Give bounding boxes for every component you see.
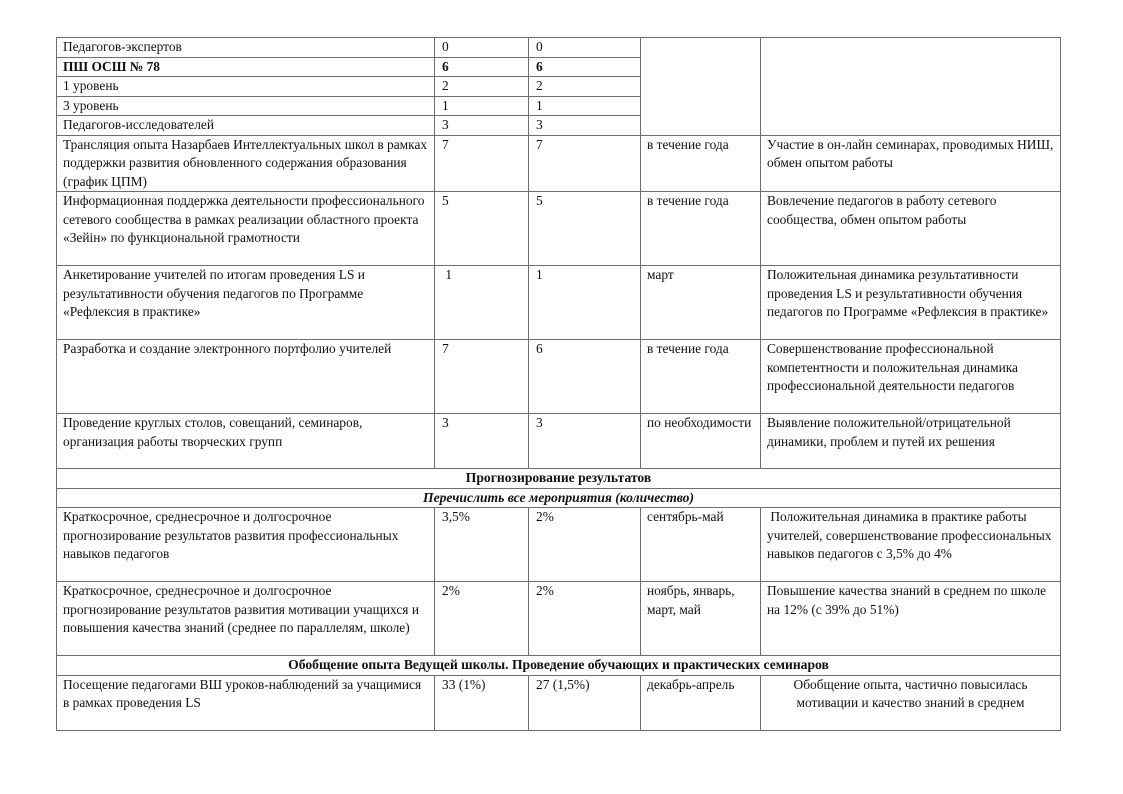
planned-value: 33 (1%) [435,675,529,730]
section-title: Прогнозирование результатов [57,469,1061,489]
table-row [57,414,1061,469]
result-cell: Выявление положительной/отрицательной динамики, проблем и путей их решения [761,414,1061,469]
period-cell: по необходимости [641,414,761,469]
table-row [57,508,1061,582]
period-cell: в течение года [641,135,761,192]
table-row [57,340,1061,414]
result-cell: Положительная динамика в практике работы учителей, совершенствование профессиональных навыков педагогов с 3,5% до 4% [761,508,1061,582]
period-cell: ноябрь, январь, март, май [641,582,761,656]
activity-cell: Разработка и создание электронного портфолио учителей [57,340,435,414]
row-label: 3 уровень [57,96,435,116]
actual-value: 1 [529,96,641,116]
actual-value: 2 [529,77,641,97]
actual-value: 5 [529,192,641,266]
row-label: Педагогов-исследователей [57,116,435,136]
actual-value: 27 (1,5%) [529,675,641,730]
table-row [57,582,1061,656]
section-subheader-row [57,488,1061,508]
planned-value: 2% [435,582,529,656]
result-cell: Обобщение опыта, частично повысилась мотивации и качество знаний в среднем [761,675,1061,730]
planned-value: 2 [435,77,529,97]
planned-value: 1 [435,266,529,340]
planned-value: 3,5% [435,508,529,582]
result-cell: Вовлечение педагогов в работу сетевого сообщества, обмен опытом работы [761,192,1061,266]
section-subtitle: Перечислить все мероприятия (количество) [57,488,1061,508]
actual-value: 3 [529,414,641,469]
section-header-row [57,469,1061,489]
result-cell: Совершенствование профессиональной компетентности и положительная динамика профессиональной деятельности педагогов [761,340,1061,414]
activity-plan-table [56,37,1061,731]
table-row [57,192,1061,266]
period-cell: март [641,266,761,340]
activity-cell: Краткосрочное, среднесрочное и долгосрочное прогнозирование результатов развития мотивации учащихся и повышения качества знаний (среднее по параллелям, школе) [57,582,435,656]
table-row [57,135,1061,192]
planned-value: 6 [435,57,529,77]
activity-cell: Информационная поддержка деятельности профессионального сетевого сообщества в рамках реализации областного проекта «Зейін» по функциональной грамотности [57,192,435,266]
row-label: Педагогов-экспертов [57,38,435,58]
planned-value: 1 [435,96,529,116]
planned-value: 5 [435,192,529,266]
actual-value: 0 [529,38,641,58]
actual-value: 2% [529,508,641,582]
activity-cell: Посещение педагогами ВШ уроков-наблюдений за учащимися в рамках проведения LS [57,675,435,730]
planned-value: 7 [435,340,529,414]
actual-value: 3 [529,116,641,136]
table-row [57,266,1061,340]
row-label: ПШ ОСШ № 78 [57,57,435,77]
empty-merged-cell [641,38,761,136]
row-label: 1 уровень [57,77,435,97]
result-cell: Участие в он-лайн семинарах, проводимых НИШ, обмен опытом работы [761,135,1061,192]
result-cell: Положительная динамика результативности проведения LS и результативности обучения педагогов по Программе «Рефлексия в практике» [761,266,1061,340]
planned-value: 7 [435,135,529,192]
empty-merged-cell [761,38,1061,136]
planned-value: 3 [435,414,529,469]
actual-value: 6 [529,340,641,414]
activity-cell: Проведение круглых столов, совещаний, семинаров, организация работы творческих групп [57,414,435,469]
section-title: Обобщение опыта Ведущей школы. Проведение обучающих и практических семинаров [57,656,1061,676]
planned-value: 3 [435,116,529,136]
period-cell: декабрь-апрель [641,675,761,730]
period-cell: в течение года [641,192,761,266]
section-header-row [57,656,1061,676]
table-row [57,38,1061,58]
period-cell: в течение года [641,340,761,414]
table-row [57,675,1061,730]
activity-cell: Трансляция опыта Назарбаев Интеллектуальных школ в рамках поддержки развития обновленного содержания образования (график ЦПМ) [57,135,435,192]
actual-value: 2% [529,582,641,656]
period-cell: сентябрь-май [641,508,761,582]
actual-value: 1 [529,266,641,340]
planned-value: 0 [435,38,529,58]
result-cell: Повышение качества знаний в среднем по школе на 12% (с 39% до 51%) [761,582,1061,656]
actual-value: 7 [529,135,641,192]
activity-cell: Анкетирование учителей по итогам проведения LS и результативности обучения педагогов по Программе «Рефлексия в практике» [57,266,435,340]
activity-cell: Краткосрочное, среднесрочное и долгосрочное прогнозирование результатов развития профессиональных навыков педагогов [57,508,435,582]
actual-value: 6 [529,57,641,77]
